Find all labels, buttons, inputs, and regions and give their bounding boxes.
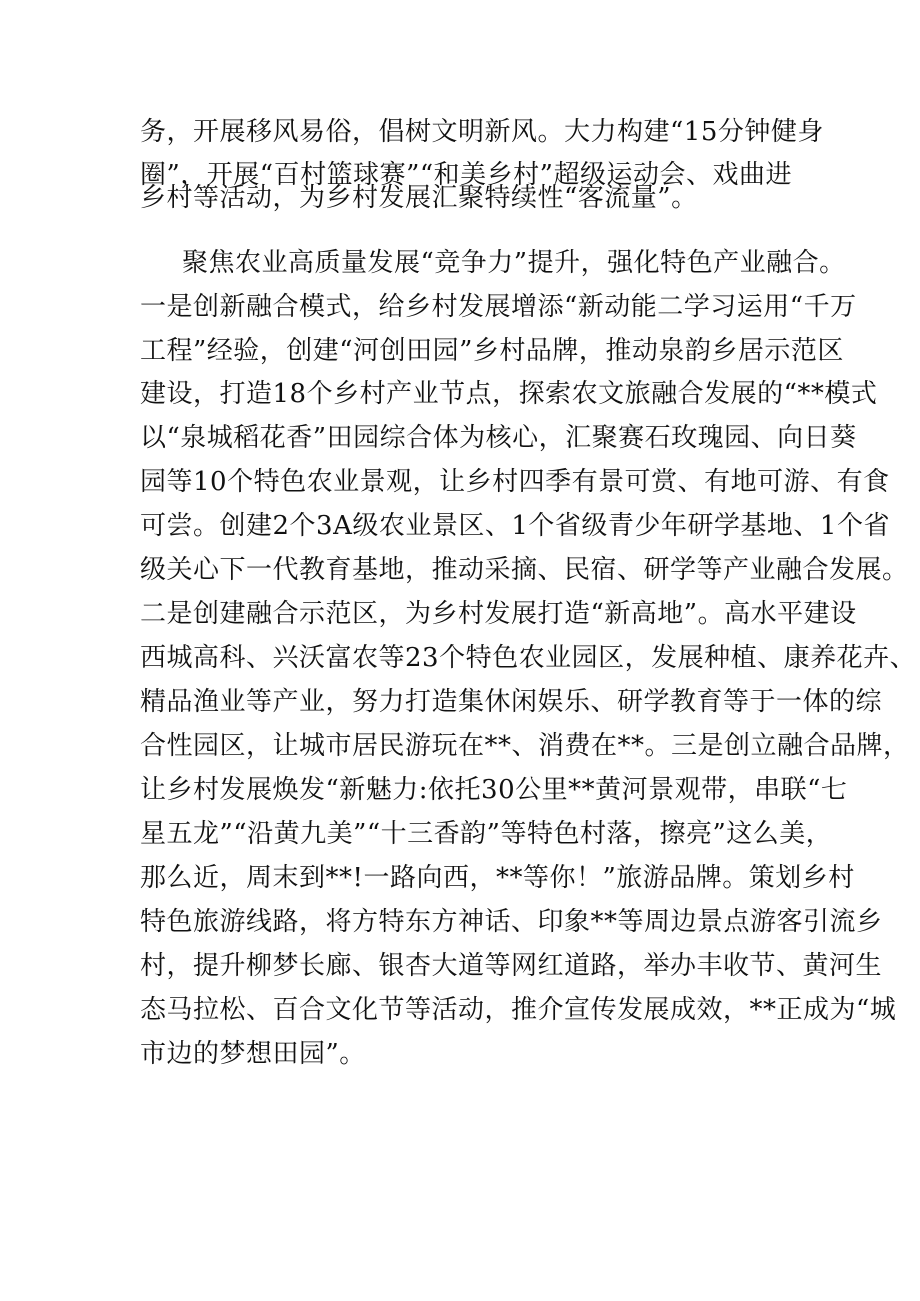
text-line-17: 星五龙”“沿黄九美”“十三香韵”等特色村落，擦亮”这么美， bbox=[140, 819, 833, 849]
text-line-14: 精品渔业等产业，努力打造集休闲娱乐、研学教育等于一体的综 bbox=[140, 687, 883, 717]
text-line-7: 建设，打造18个乡村产业节点，探索农文旅融合发展的“**模式 bbox=[140, 379, 878, 409]
text-line-4: 聚焦农业高质量发展“竞争力”提升，强化特色产业融合。 bbox=[182, 248, 846, 278]
text-line-18: 那么近，周末到**!一路向西，**等你！”旅游品牌。策划乡村 bbox=[140, 863, 855, 893]
text-line-5: 一是创新融合模式，给乡村发展增添“新动能二学习运用“千万 bbox=[140, 292, 857, 322]
text-line-6: 工程”经验，创建“河创田园”乡村品牌，推动泉韵乡居示范区 bbox=[140, 336, 844, 366]
text-line-10: 可尝。创建2个3A级农业景区、1个省级青少年研学基地、1个省 bbox=[140, 511, 890, 541]
text-line-22: 市边的梦想田园”。 bbox=[140, 1039, 366, 1069]
text-line-12: 二是创建融合示范区，为乡村发展打造“新高地”。高水平建设 bbox=[140, 599, 857, 629]
text-line-20: 村，提升柳梦长廊、银杏大道等网红道路，举办丰收节、黄河生 bbox=[140, 951, 883, 981]
text-line-3: 乡村等活动，为乡村发展汇聚特续性“客流量”。 bbox=[140, 183, 698, 213]
text-line-15: 合性园区，让城市居民游玩在**、消费在**。三是创立融合品牌， bbox=[140, 731, 910, 761]
text-line-16: 让乡村发展焕发“新魅力:依托30公里**黄河景观带，串联“七 bbox=[140, 775, 848, 805]
text-line-9: 园等10个特色农业景观，让乡村四季有景可赏、有地可游、有食 bbox=[140, 467, 890, 497]
text-line-1: 务，开展移风易俗，倡树文明新风。大力构建“15分钟健身 bbox=[140, 117, 824, 147]
text-line-11: 级关心下一代教育基地，推动采摘、民宿、研学等产业融合发展。 bbox=[140, 555, 909, 585]
text-line-2: 圈”，开展“百村篮球赛”“和美乡村”超级运动会、戏曲进 bbox=[140, 160, 792, 190]
text-line-19: 特色旅游线路，将方特东方神话、印象**等周边景点游客引流乡 bbox=[140, 907, 883, 937]
text-line-13: 西城高科、兴沃富农等23个特色农业园区，发展种植、康养花卉、 bbox=[140, 643, 917, 673]
text-line-8: 以“泉城稻花香”田园综合体为核心，汇聚赛石玫瑰园、向日葵 bbox=[140, 423, 857, 453]
text-line-21: 态马拉松、百合文化节等活动，推介宣传发展成效，**正成为“城 bbox=[140, 995, 897, 1025]
